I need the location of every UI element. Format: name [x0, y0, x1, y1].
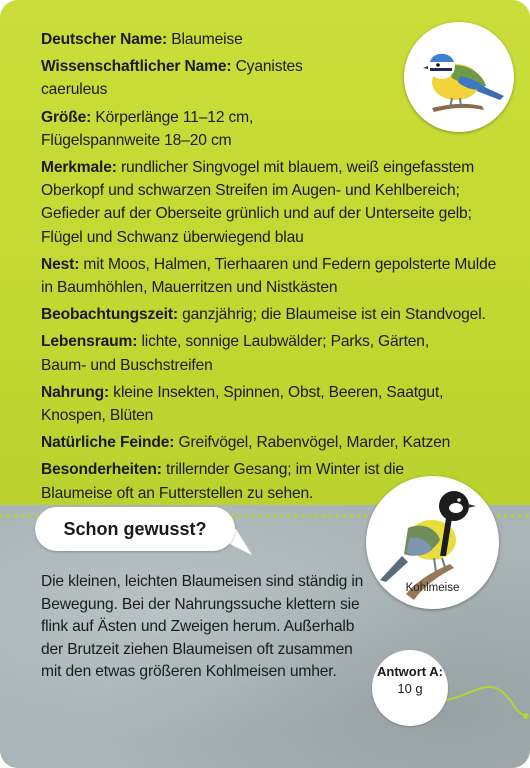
- great-tit-caption: Kohlmeise: [405, 582, 460, 594]
- fact-key: Besonderheiten:: [41, 461, 162, 479]
- fact-key: Natürliche Feinde:: [41, 434, 175, 452]
- fact-value: kleine Insekten, Spinnen, Obst, Beeren, Saatgut, Knospen, Blüten: [41, 383, 444, 425]
- fact-key: Wissenschaftlicher Name:: [41, 58, 232, 76]
- fact-key: Deutscher Name:: [41, 31, 168, 48]
- fact-item: [41, 381, 481, 427]
- fact-item: [41, 431, 511, 454]
- fact-item: [41, 253, 511, 299]
- blue-tit-icon: [404, 22, 514, 132]
- fact-item: [41, 55, 371, 101]
- fact-value: ganzjährig; die Blaumeise ist ein Standvogel.: [177, 306, 486, 324]
- fact-item: [41, 156, 511, 249]
- fact-value: mit Moos, Halmen, Tierhaaren und Federn gepolsterte Mulde in Baumhöhlen, Mauerritzen und Nistkästen: [41, 255, 497, 297]
- fact-item: [41, 28, 371, 51]
- fact-key: Beobachtungszeit:: [41, 306, 178, 324]
- fact-key: Merkmale:: [41, 159, 117, 177]
- fact-key: Nest:: [41, 255, 80, 273]
- fact-item: [41, 106, 371, 152]
- fact-key: Nahrung:: [41, 383, 110, 401]
- fact-item: [41, 330, 461, 376]
- great-tit-medallion: [366, 476, 499, 609]
- fact-value: rundlicher Singvogel mit blauem, weiß eingefasstem Oberkopf und schwarzen Streifen im Augen- und Kehlbereich; Gefieder auf der Oberseite grünlich und auf der Unterseite gelb; Flügel und Schwanz überwiegend blau: [41, 159, 475, 246]
- fact-value: Körperlänge 11–12 cm, Flügelspannweite 18–20 cm: [41, 108, 254, 149]
- fact-value: Cyanistes caeruleus: [41, 58, 303, 99]
- fact-key: Größe:: [41, 108, 92, 126]
- trivia-title: Schon gewusst?: [63, 519, 207, 539]
- answer-label: Antwort A:: [377, 664, 443, 679]
- trivia-text: Die kleinen, leichten Blaumeisen sind ständig in Bewegung. Bei der Nahrungssuche klettern sie flink auf Ästen und Zweigen herum. Außerhalb der Brutzeit ziehen Blaumeisen oft zusammen mit den etwas größeren Kohlmeisen umher.: [41, 573, 364, 681]
- fact-value: trillernder Gesang; im Winter ist die Blaumeise oft an Futterstellen zu sehen.: [41, 461, 404, 502]
- answer-badge: [372, 650, 448, 726]
- fact-value: Blaumeise: [167, 31, 243, 48]
- fact-value: Greifvögel, Rabenvögel, Marder, Katzen: [174, 434, 451, 452]
- answer-value: 10 g: [397, 681, 423, 696]
- speech-bubble: [35, 507, 235, 551]
- fact-value: lichte, sonnige Laubwälder; Parks, Gärten, Baum- und Buschstreifen: [41, 333, 430, 374]
- fact-item: [41, 303, 511, 326]
- answer-trail: [440, 620, 530, 730]
- blue-tit-medallion: [404, 22, 514, 132]
- fact-key: Lebensraum:: [41, 333, 138, 351]
